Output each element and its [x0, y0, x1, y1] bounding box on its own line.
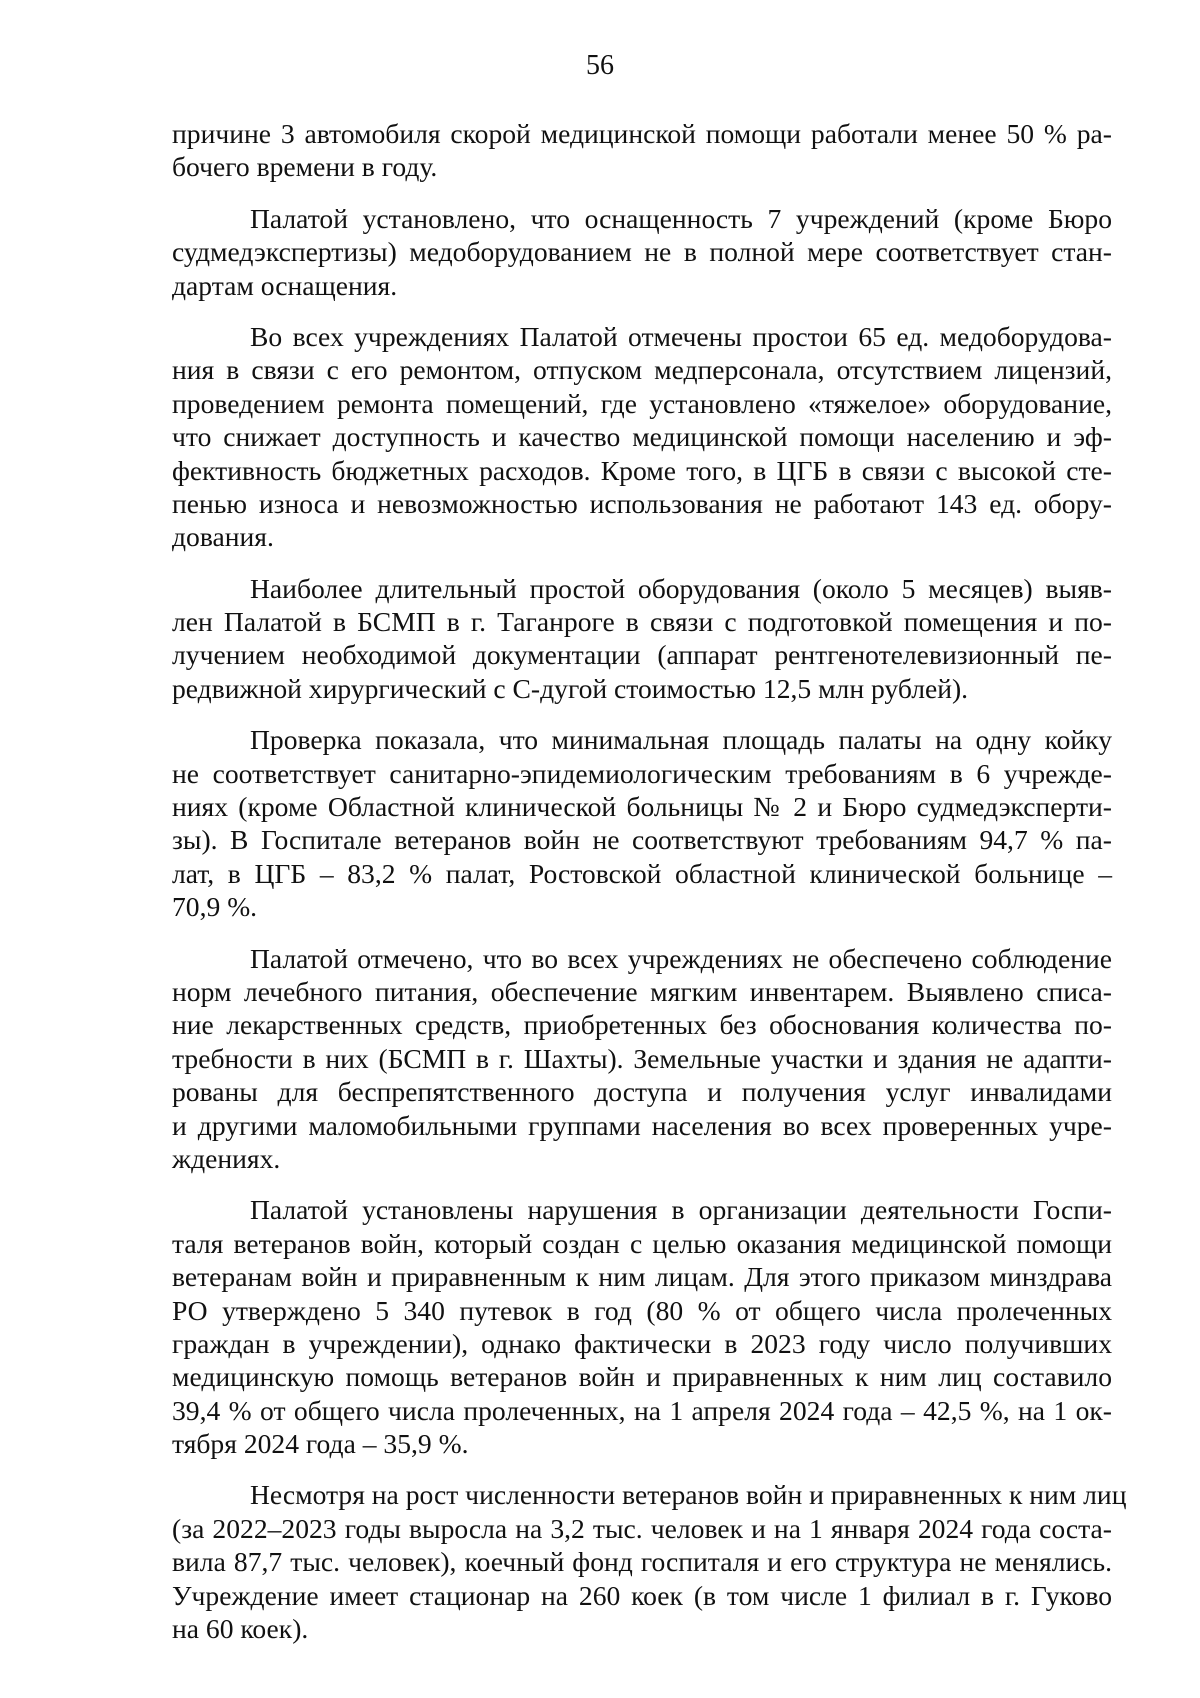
text-line: Палатой отмечено, что во всех учреждениях не обеспечено соблюдение — [250, 942, 1112, 974]
text-line: ния в связи с его ремонтом, отпуском медперсонала, отсутствием лицензий, — [172, 354, 1112, 386]
text-line: что снижает доступность и качество медицинской помощи населению и эф- — [172, 421, 1112, 453]
text-line: Проверка показала, что минимальная площадь палаты на одну койку — [250, 724, 1112, 756]
text-line: тября 2024 года – 35,9 %. — [172, 1428, 469, 1460]
text-line: 70,9 %. — [172, 891, 258, 923]
text-line: Палатой установлены нарушения в организации деятельности Госпи- — [250, 1194, 1112, 1226]
text-line: (за 2022–2023 годы выросла на 3,2 тыс. человек и на 1 января 2024 года соста- — [172, 1512, 1112, 1544]
paragraph — [172, 320, 1112, 554]
text-line: лен Палатой в БСМП в г. Таганроге в связи с подготовкой помещения и по- — [172, 606, 1112, 638]
text-line: пенью износа и невозможностью использования не работают 143 ед. обору- — [172, 487, 1112, 519]
text-line: дования. — [172, 521, 274, 553]
text-line: Палатой установлено, что оснащенность 7 учреждений (кроме Бюро — [250, 202, 1112, 234]
text-line: бочего времени в году. — [172, 151, 438, 183]
text-line: ние лекарственных средств, приобретенных без обоснования количества по- — [172, 1009, 1112, 1041]
text-line: рованы для беспрепятственного доступа и получения услуг инвалидами — [172, 1076, 1112, 1108]
text-line: Во всех учреждениях Палатой отмечены простои 65 ед. медоборудова- — [250, 320, 1112, 352]
text-line: и другими маломобильными группами населения во всех проверенных учре- — [172, 1109, 1112, 1141]
text-line: ждениях. — [172, 1142, 281, 1174]
text-line: проведением ремонта помещений, где установлено «тяжелое» оборудование, — [172, 387, 1112, 419]
text-line: требности в них (БСМП в г. Шахты). Земельные участки и здания не адапти- — [172, 1042, 1112, 1074]
text-line: судмедэкспертизы) медоборудованием не в полной мере соответствует стан- — [172, 236, 1112, 268]
page-number: 56 — [586, 50, 614, 81]
text-line: лучением необходимой документации (аппарат рентгенотелевизионный пе- — [172, 639, 1112, 671]
paragraph — [172, 572, 1112, 706]
paragraph — [172, 1478, 1127, 1645]
text-line: причине 3 автомобиля скорой медицинской помощи работали менее 50 % ра- — [172, 118, 1112, 149]
text-line: медицинскую помощь ветеранов войн и приравненных к ним лиц составило — [172, 1361, 1112, 1393]
text-line: таля ветеранов войн, который создан с целью оказания медицинской помощи — [172, 1227, 1112, 1259]
text-line: дартам оснащения. — [172, 269, 398, 301]
paragraph — [172, 202, 1112, 302]
text-line: Несмотря на рост численности ветеранов войн и приравненных к ним лиц — [250, 1479, 1127, 1511]
text-line: не соответствует санитарно-эпидемиологическим требованиям в 6 учрежде- — [172, 757, 1112, 789]
document-body — [172, 117, 1127, 1663]
text-line: норм лечебного питания, обеспечение мягким инвентарем. Выявлено списа- — [172, 975, 1112, 1007]
text-line: на 60 коек). — [172, 1613, 309, 1645]
text-line: редвижной хирургический с С-дугой стоимостью 12,5 млн рублей). — [172, 672, 969, 704]
text-line: граждан в учреждении), однако фактически в 2023 году число получивших — [172, 1327, 1112, 1359]
text-line: лат, в ЦГБ – 83,2 % палат, Ростовской областной клинической больнице – — [172, 857, 1112, 889]
text-line: вила 87,7 тыс. человек), коечный фонд госпиталя и его структура не менялись. — [172, 1546, 1112, 1578]
text-line: фективность бюджетных расходов. Кроме того, в ЦГБ в связи с высокой сте- — [172, 454, 1112, 486]
paragraph — [172, 117, 1112, 184]
text-line: ниях (кроме Областной клинической больницы № 2 и Бюро судмедэксперти- — [172, 791, 1112, 823]
text-line: ветеранам войн и приравненным к ним лицам. Для этого приказом минздрава — [172, 1261, 1112, 1293]
text-line: зы). В Госпитале ветеранов войн не соответствуют требованиям 94,7 % па- — [172, 824, 1112, 856]
paragraph — [172, 942, 1112, 1176]
paragraph — [172, 1193, 1112, 1460]
text-line: 39,4 % от общего числа пролеченных, на 1 апреля 2024 года – 42,5 %, на 1 ок- — [172, 1394, 1112, 1426]
paragraph — [172, 723, 1112, 923]
text-line: Учреждение имеет стационар на 260 коек (в том числе 1 филиал в г. Гуково — [172, 1579, 1112, 1611]
text-line: РО утверждено 5 340 путевок в год (80 % от общего числа пролеченных — [172, 1294, 1112, 1326]
text-line: Наиболее длительный простой оборудования (около 5 месяцев) выяв- — [250, 572, 1112, 604]
